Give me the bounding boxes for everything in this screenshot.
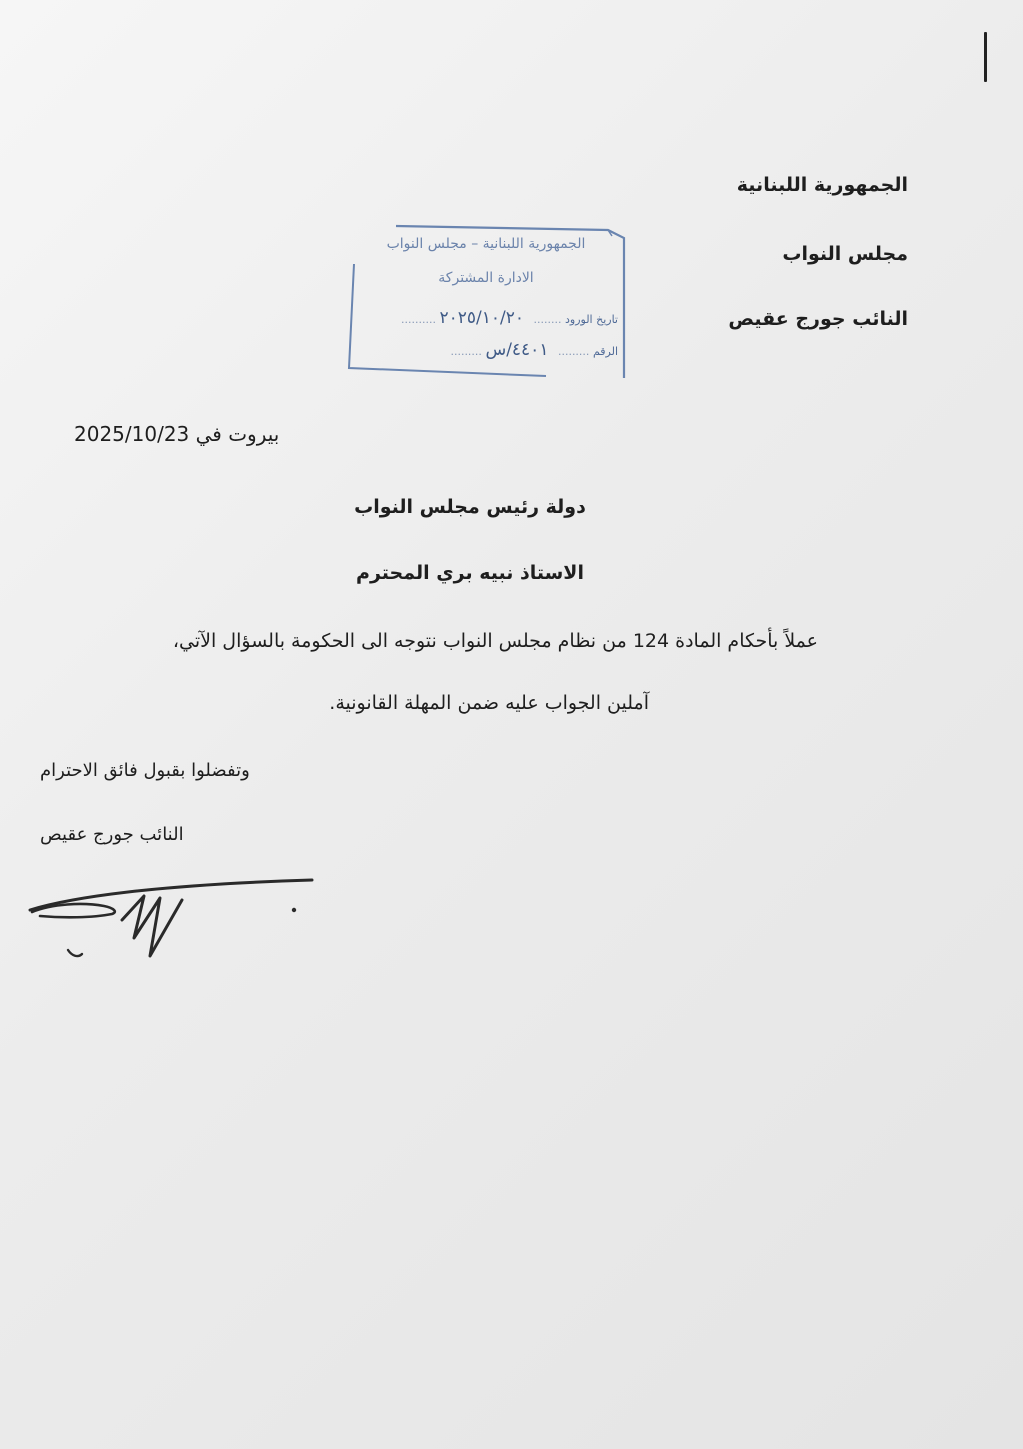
header-deputy: النائب جورج عقيص (728, 308, 908, 330)
stamp-date-field: تاريخ الورود ........ ٢٠٢٥/١٠/٢٠ .......... (401, 308, 618, 328)
recipient-title: دولة رئيس مجلس النواب (354, 496, 586, 518)
stamp-number-field: الرقم ......... ٤٤٠١/س ......... (450, 340, 618, 360)
header-council: مجلس النواب (782, 243, 908, 265)
reception-stamp (346, 224, 626, 380)
stamp-number-label: الرقم (592, 345, 618, 358)
stamp-number-value: ٤٤٠١/س (485, 340, 549, 360)
page-edge-mark (984, 32, 987, 82)
handwritten-signature (22, 868, 322, 968)
body-line-1: عملاً بأحكام المادة 124 من نظام مجلس النواب نتوجه الى الحكومة بالسؤال الآتي، (172, 630, 818, 652)
body-line-2: آملين الجواب عليه ضمن المهلة القانونية. (329, 692, 649, 714)
stamp-title: الجمهورية اللبنانية – مجلس النواب (386, 236, 586, 252)
header-republic: الجمهورية اللبنانية (736, 174, 908, 196)
recipient-name: الاستاذ نبيه بري المحترم (356, 562, 584, 584)
place-date: بيروت في 2025/10/23 (74, 422, 280, 446)
closing-signatory: النائب جورج عقيص (40, 824, 184, 845)
stamp-date-value: ٢٠٢٥/١٠/٢٠ (439, 308, 525, 328)
stamp-department: الادارة المشتركة (438, 270, 534, 286)
closing-regards: وتفضلوا بقبول فائق الاحترام (40, 760, 250, 781)
stamp-date-label: تاريخ الورود (565, 313, 618, 326)
